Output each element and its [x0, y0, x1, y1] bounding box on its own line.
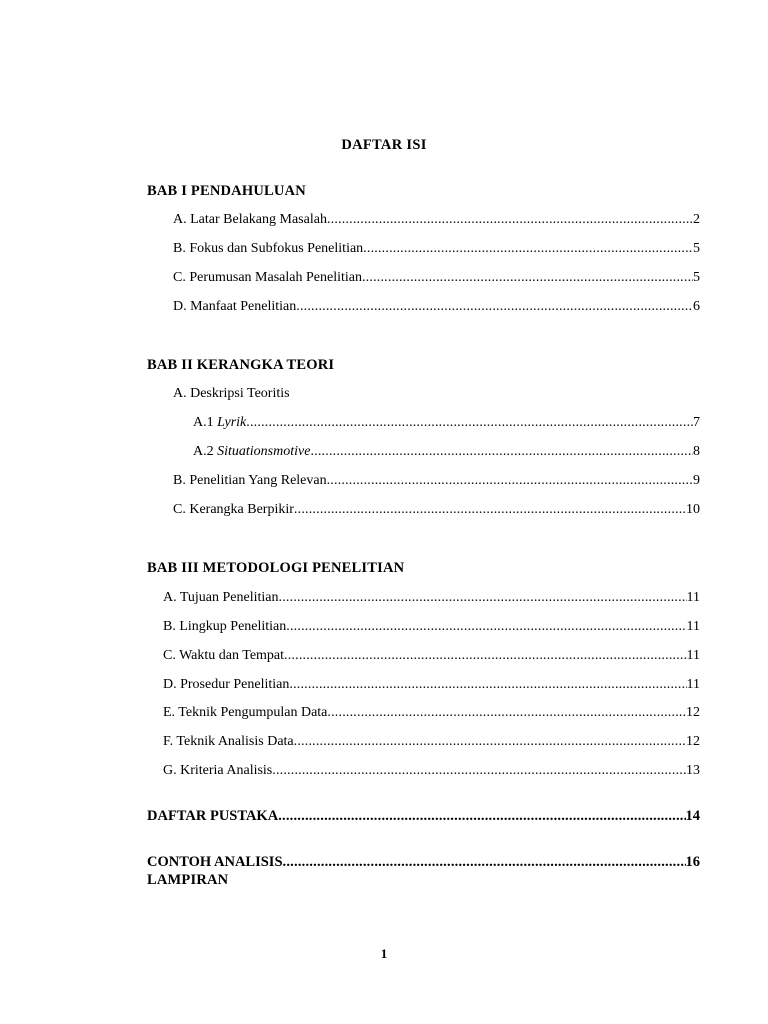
toc-entry-page: 2: [693, 212, 700, 227]
toc-entry-label: [193, 415, 246, 431]
toc-entry-contoh-analisis: [147, 854, 700, 871]
toc-entry: [173, 270, 700, 286]
toc-entry-label: F. Teknik Analisis Data: [163, 734, 294, 749]
toc-entry-page: 13: [686, 763, 700, 778]
toc-entry-page: 5: [693, 241, 700, 256]
toc-leader-dots: [279, 590, 687, 606]
toc-entry: [173, 386, 700, 402]
toc-entry-label: A. Latar Belakang Masalah: [173, 212, 327, 227]
toc-entry-page: 8: [693, 444, 700, 459]
toc-entry-page: 12: [686, 705, 700, 720]
toc-entry-page: 11: [686, 619, 700, 634]
toc-entry: [163, 648, 700, 664]
toc-leader-dots: [278, 808, 685, 825]
toc-leader-dots: [289, 677, 686, 693]
toc-entry: [173, 212, 700, 228]
toc-leader-dots: [283, 854, 686, 871]
toc-entry-page: 14: [685, 808, 700, 824]
toc-entry-label: C. Kerangka Berpikir: [173, 502, 294, 517]
toc-entry-label: B. Penelitian Yang Relevan: [173, 473, 327, 488]
toc-entry-page: 11: [686, 590, 700, 605]
toc-entry: [193, 444, 700, 460]
toc-entry-label: DAFTAR PUSTAKA: [147, 808, 279, 824]
toc-entry: [163, 590, 700, 606]
page-title: DAFTAR ISI: [341, 137, 427, 153]
toc-entry-label: A. Tujuan Penelitian: [163, 590, 279, 605]
toc-entry-page: 12: [686, 734, 700, 749]
toc-entry-label: A. Deskripsi Teoritis: [173, 386, 290, 401]
toc-leader-dots: [294, 502, 686, 518]
bab1-heading: BAB I PENDAHULUAN: [147, 183, 306, 199]
toc-entry-label: C. Perumusan Masalah Penelitian: [173, 270, 362, 285]
toc-leader-dots: [327, 473, 693, 489]
toc-entry-label: B. Fokus dan Subfokus Penelitian: [173, 241, 364, 256]
toc-entry-label: [193, 444, 310, 460]
toc-entry-prefix: A.2: [193, 444, 218, 459]
toc-entry-page: 5: [693, 270, 700, 285]
toc-entry-label: C. Waktu dan Tempat: [163, 648, 285, 663]
toc-entry-label: D. Prosedur Penelitian: [163, 677, 290, 692]
toc-leader-dots: [327, 212, 693, 228]
toc-entry-label: G. Kriteria Analisis: [163, 763, 273, 778]
toc-leader-dots: [284, 648, 686, 664]
toc-entry-label: D. Manfaat Penelitian: [173, 299, 297, 314]
toc-entry: [163, 705, 700, 721]
bab3-heading: BAB III METODOLOGI PENELITIAN: [147, 560, 405, 576]
toc-entry-italic-label: Situationsmotive: [217, 444, 311, 459]
toc-entry-page: 11: [686, 677, 700, 692]
toc-entry-page: 11: [686, 648, 700, 663]
toc-leader-dots: [362, 270, 693, 286]
bab2-heading: BAB II KERANGKA TEORI: [147, 357, 335, 373]
toc-entry-page: 7: [693, 415, 700, 430]
toc-entry: [163, 763, 700, 779]
toc-leader-dots: [363, 241, 693, 257]
toc-entry: [173, 473, 700, 489]
toc-leader-dots: [310, 444, 693, 460]
toc-entry-prefix: A.1: [193, 415, 218, 430]
toc-entry: [173, 502, 700, 518]
toc-leader-dots: [296, 299, 693, 315]
toc-entry: [173, 241, 700, 257]
toc-entry: [173, 299, 700, 315]
toc-entry: [193, 415, 700, 431]
toc-entry-daftar-pustaka: [147, 808, 700, 825]
toc-entry-page: 10: [686, 502, 700, 517]
toc-leader-dots: [327, 705, 686, 721]
toc-entry-page: 16: [685, 854, 700, 870]
toc-leader-dots: [272, 763, 686, 779]
toc-leader-dots: [246, 415, 693, 431]
toc-entry-italic-label: Lyrik: [217, 415, 247, 430]
toc-entry-page: 6: [693, 299, 700, 314]
toc-entry-label: CONTOH ANALISIS: [147, 854, 283, 870]
lampiran-heading: LAMPIRAN: [147, 872, 229, 888]
toc-entry-page: 9: [693, 473, 700, 488]
toc-entry-label: B. Lingkup Penelitian: [163, 619, 287, 634]
toc-entry: [163, 677, 700, 693]
toc-leader-dots: [294, 734, 686, 750]
page-number: 1: [380, 946, 388, 961]
toc-leader-dots: [286, 619, 686, 635]
toc-entry-label: E. Teknik Pengumpulan Data: [163, 705, 328, 720]
toc-entry: [163, 619, 700, 635]
toc-entry: [163, 734, 700, 750]
